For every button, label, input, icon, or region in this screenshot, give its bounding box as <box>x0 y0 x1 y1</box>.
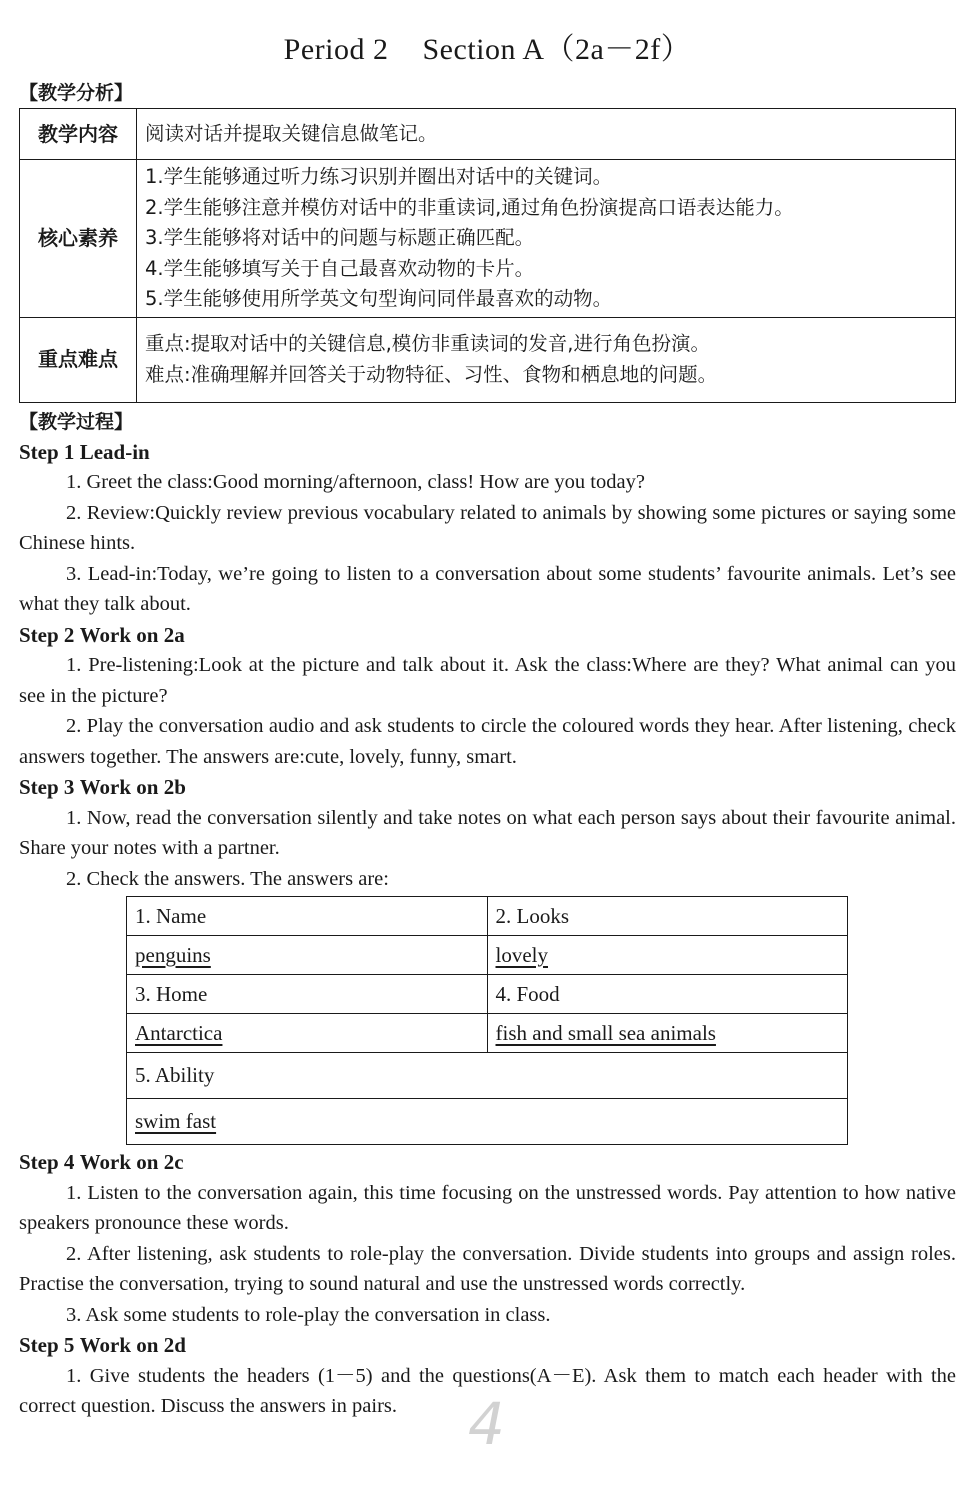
food-answer <box>487 1014 848 1053</box>
page-title <box>19 30 956 78</box>
step-paragraph: 1. Greet the class:Good morning/afternoon, class! How are you today? <box>66 471 645 493</box>
analysis-row-content <box>20 109 956 160</box>
document-page <box>19 0 956 1422</box>
row-value <box>137 109 956 160</box>
row-label: 核心素养 <box>20 160 137 318</box>
section-label: Section A（2a－2f） <box>422 33 692 66</box>
step-2-heading <box>19 620 956 651</box>
step-title: Lead-in <box>79 439 150 464</box>
step-title: Work on 2b <box>79 775 186 799</box>
analysis-heading: 【教学分析】 <box>19 82 134 104</box>
step-number: Step 2 <box>19 622 75 647</box>
table-row <box>127 1099 848 1145</box>
home-label: 3. Home <box>127 975 488 1014</box>
step-number: Step 1 <box>19 439 75 464</box>
step-title: Work on 2a <box>79 622 185 647</box>
step-paragraph: 3. Ask some students to role-play the conversation in class. <box>66 1303 551 1326</box>
looks-label: 2. Looks <box>487 897 848 936</box>
competency-line: 3.学生能够将对话中的问题与标题正确匹配。 <box>145 226 535 249</box>
row-value <box>137 317 956 402</box>
step-paragraph: 1. Pre-listening:Look at the picture and talk about it. Ask the class:Where are they? What animal can you see in the picture? <box>19 654 956 707</box>
step-paragraph: 1. Listen to the conversation again, this time focusing on the unstressed words. Pay attention to how native speakers pronounce these words. <box>19 1181 956 1234</box>
step-title: Work on 2d <box>79 1333 186 1357</box>
row-value <box>137 160 956 318</box>
difficulty-line: 难点:准确理解并回答关于动物特征、习性、食物和栖息地的问题。 <box>145 362 718 386</box>
step-paragraph: 2. Play the conversation audio and ask students to circle the coloured words they hear. After listening, check answers together. The answers are:cute, lovely, funny, smart. <box>19 715 956 768</box>
ability-answer <box>127 1099 848 1145</box>
competency-line: 1.学生能够通过听力练习识别并圈出对话中的关键词。 <box>145 165 613 188</box>
step-paragraph: 3. Lead-in:Today, we’re going to listen to a conversation about some students’ favourite animals. Let’s see what they talk about. <box>19 562 956 615</box>
content-line: 阅读对话并提取关键信息做笔记。 <box>145 121 438 145</box>
competency-line: 2.学生能够注意并模仿对话中的非重读词,通过角色扮演提高口语表达能力。 <box>145 195 794 219</box>
row-label: 重点难点 <box>20 317 137 402</box>
answer-text: fish and small sea animals <box>495 1020 716 1045</box>
step-paragraph: 2. Review:Quickly review previous vocabulary related to animals by showing some pictures or saying some Chinese hints. <box>19 501 956 554</box>
ability-label: 5. Ability <box>127 1053 848 1099</box>
answer-text: Antarctica <box>135 1020 223 1045</box>
name-answer <box>127 936 488 975</box>
step-paragraph: 2. Check the answers. The answers are: <box>66 867 389 890</box>
food-label: 4. Food <box>487 975 848 1014</box>
step-3-heading <box>19 772 956 803</box>
step-1-heading <box>19 437 956 468</box>
step-number: Step 5 <box>19 1333 75 1357</box>
step-paragraph: 2. After listening, ask students to role-play the conversation. Divide students into groups and assign roles. Practise the conversation, trying to sound natural and use the unstressed words correctly. <box>19 1242 956 1295</box>
table-row <box>127 1053 848 1099</box>
step-4-heading <box>19 1147 956 1178</box>
answer-text: penguins <box>135 942 211 967</box>
answer-text: lovely <box>495 942 548 967</box>
answers-table <box>126 896 848 1145</box>
answer-text: swim fast <box>135 1109 217 1133</box>
process-heading: 【教学过程】 <box>19 410 134 433</box>
step-title: Work on 2c <box>79 1150 184 1174</box>
step-number: Step 3 <box>19 775 75 799</box>
table-row <box>127 1014 848 1053</box>
looks-answer <box>487 936 848 975</box>
name-label: 1. Name <box>127 897 488 936</box>
step-paragraph: 1. Give students the headers (1－5) and the questions(A－E). Ask them to match each header with the correct question. Discuss the answers in pairs. <box>19 1364 956 1417</box>
focus-line: 重点:提取对话中的关键信息,模仿非重读词的发音,进行角色扮演。 <box>145 332 710 355</box>
competency-line: 5.学生能够使用所学英文句型询问同伴最喜欢的动物。 <box>145 287 613 310</box>
table-row <box>127 936 848 975</box>
table-row <box>127 975 848 1014</box>
step-5-heading <box>19 1330 956 1361</box>
row-label: 教学内容 <box>20 109 137 160</box>
analysis-row-focus <box>20 317 956 402</box>
home-answer <box>127 1014 488 1053</box>
analysis-table <box>19 108 956 403</box>
competency-line: 4.学生能够填写关于自己最喜欢动物的卡片。 <box>145 256 535 280</box>
step-paragraph: 1. Now, read the conversation silently and take notes on what each person says about their favourite animal. Share your notes with a partner. <box>19 806 956 859</box>
step-number: Step 4 <box>19 1150 75 1174</box>
period-label: Period 2 <box>283 33 389 66</box>
analysis-row-competency <box>20 160 956 318</box>
page-number-watermark: 4 <box>468 1390 505 1458</box>
table-row <box>127 897 848 936</box>
